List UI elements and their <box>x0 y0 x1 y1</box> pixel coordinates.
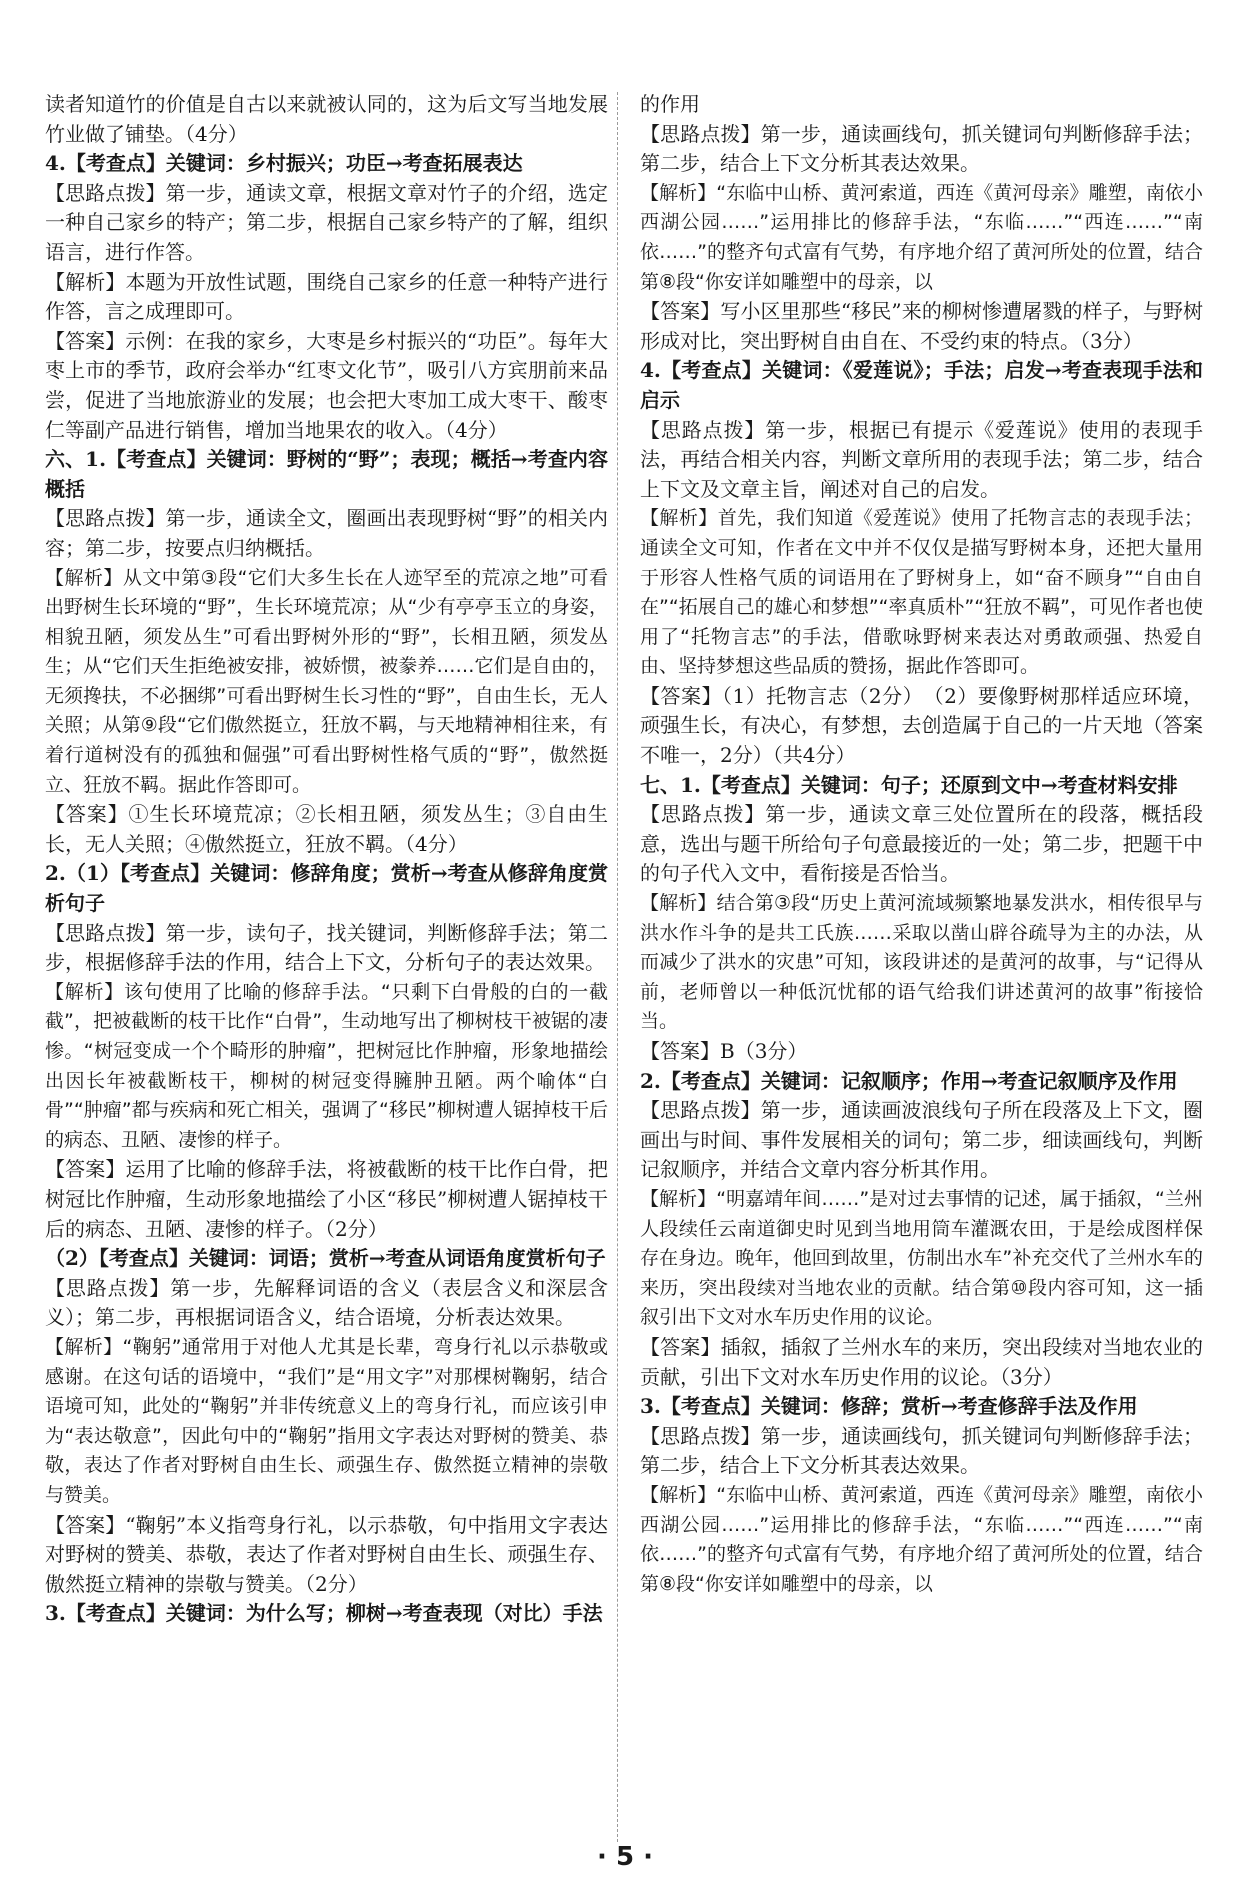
right-column <box>640 90 1203 1599</box>
page-number: · 5 · <box>597 1842 653 1872</box>
question-3-approach: 【思路点拨】第一步，通读画线句，抓关键词句判断修辞手法；第二步，结合上下文分析其表达效果。 <box>640 1423 1203 1478</box>
section-7-question-1-answer: 【答案】B（3分） <box>640 1039 808 1063</box>
question-2-answer: 【答案】插叙，插叙了兰州水车的来历，突出段续对当地农业的贡献，引出下文对水车历史作用的议论。（3分） <box>640 1334 1203 1389</box>
question-3-analysis: 【解析】“东临中山桥、黄河索道，西连《黄河母亲》雕塑，南依小西湖公园……”运用排比的修辞手法，“东临……”“西连……”“南依……”的整齐句式富有气势，有序地介绍了黄河所处的位置，结合第⑧段“你安详如雕塑中的母亲，以 <box>640 181 1203 293</box>
question-2-1-analysis: 【解析】该句使用了比喻的修辞手法。“只剩下白骨般的白的一截截”，把被截断的枝干比作“白骨”，生动地写出了柳树枝干被锯的凄惨。“树冠变成一个个畸形的肿瘤”，把树冠比作肿瘤，形象地描绘出因长年被截断枝干，柳树的树冠变得臃肿丑陋。两个喻体“白骨”“肿瘤”都与疾病和死亡相关，强调了“移民”柳树遭人锯掉枝干后的病态、丑陋、凄惨的样子。 <box>45 980 608 1151</box>
section-7-question-1-analysis: 【解析】结合第③段“历史上黄河流域频繁地暴发洪水，相传很早与洪水作斗争的是共工氏族……采取以凿山辟谷疏导为主的办法，从而减少了洪水的灾患”可知，该段讲述的是黄河的故事，与“记得从前，老师曾以一种低沉忧郁的语气给我们讲述黄河的故事”衔接恰当。 <box>640 892 1203 1033</box>
question-3-key-point: 3.【考查点】关键词：为什么写；柳树→考查表现（对比）手法 <box>45 1601 603 1626</box>
section-6-question-1-answer: 【答案】①生长环境荒凉；②长相丑陋，须发丛生；③自由生长，无人关照；④傲然挺立，狂放不羁。（4分） <box>45 802 608 856</box>
question-4-answer: 【答案】示例：在我的家乡，大枣是乡村振兴的“功臣”。每年大枣上市的季节，政府会举办“红枣文化节”，吸引八方宾朋前来品尝，促进了当地旅游业的发展；也会把大枣加工成大枣干、酸枣仁等副产品进行销售，增加当地果农的收入。（4分） <box>45 328 608 442</box>
question-3-key-point: 3.【考查点】关键词：修辞；赏析→考查修辞手法及作用 <box>640 1394 1138 1419</box>
question-4-analysis: 【解析】首先，我们知道《爱莲说》使用了托物言志的表现手法；通读全文可知，作者在文中并不仅仅是描写野树本身，还把大量用于形容人性格气质的词语用在了野树身上，如“奋不顾身”“自由自在”“拓展自己的雄心和梦想”“率真质朴”“狂放不羁”，可见作者也使用了“托物言志”的手法，借歌咏野树来表达对勇敢顽强、热爱自由、坚持梦想这些品质的赞扬，据此作答即可。 <box>640 507 1203 678</box>
question-3-analysis: 【解析】“东临中山桥、黄河索道，西连《黄河母亲》雕塑，南依小西湖公园……”运用排比的修辞手法，“东临……”“西连……”“南依……”的整齐句式富有气势，有序地介绍了黄河所处的位置，结合第⑧段“你安详如雕塑中的母亲，以 <box>640 1483 1203 1595</box>
question-4-key-point: 4.【考查点】关键词：《爱莲说》；手法；启发→考查表现手法和启示 <box>640 358 1203 412</box>
question-2-approach: 【思路点拨】第一步，通读画波浪线句子所在段落及上下文，圈画出与时间、事件发展相关的词句；第二步，细读画线句，判断记叙顺序，并结合文章内容分析其作用。 <box>640 1098 1203 1182</box>
answer-text: 读者知道竹的价值是自古以来就被认同的，这为后文写当地发展竹业做了铺垫。（4分） <box>45 92 608 146</box>
question-2-1-approach: 【思路点拨】第一步，读句子，找关键词，判断修辞手法；第二步，根据修辞手法的作用，结合上下文，分析句子的表达效果。 <box>45 920 608 975</box>
question-3-approach: 【思路点拨】第一步，通读画线句，抓关键词句判断修辞手法；第二步，结合上下文分析其表达效果。 <box>640 121 1203 176</box>
section-7-question-1-approach: 【思路点拨】第一步，通读文章三处位置所在的段落，概括段意，选出与题干所给句子句意最接近的一处；第二步，把题干中的句子代入文中，看衔接是否恰当。 <box>640 802 1203 886</box>
question-2-1-answer: 【答案】运用了比喻的修辞手法，将被截断的枝干比作白骨，把树冠比作肿瘤，生动形象地描绘了小区“移民”柳树遭人锯掉枝干后的病态、丑陋、凄惨的样子。（2分） <box>45 1157 608 1241</box>
question-2-2-answer: 【答案】“鞠躬”本义指弯身行礼，以示恭敬，句中指用文字表达对野树的赞美、恭敬，表达了作者对野树自由生长、顽强生存、傲然挺立精神的崇敬与赞美。（2分） <box>45 1512 608 1596</box>
section-7-question-1-key-point: 七、1.【考查点】关键词：句子；还原到文中→考查材料安排 <box>640 772 1178 797</box>
question-2-2-approach: 【思路点拨】第一步，先解释词语的含义（表层含义和深层含义）；第二步，再根据词语含义，结合语境，分析表达效果。 <box>45 1275 608 1330</box>
question-4-analysis: 【解析】本题为开放性试题，围绕自己家乡的任意一种特产进行作答，言之成理即可。 <box>45 269 608 324</box>
question-4-approach: 【思路点拨】第一步，通读文章，根据文章对竹子的介绍，选定一种自己家乡的特产；第二步，根据自己家乡特产的了解，组织语言，进行作答。 <box>45 180 608 264</box>
section-6-question-1-key-point: 六、1.【考查点】关键词：野树的“野”；表现；概括→考查内容概括 <box>45 447 608 501</box>
question-2-1-key-point: 2.（1）【考查点】关键词：修辞角度；赏析→考查从修辞角度赏析句子 <box>45 861 608 916</box>
question-2-key-point: 2.【考查点】关键词：记叙顺序；作用→考查记叙顺序及作用 <box>640 1068 1178 1093</box>
continued-text: 的作用 <box>640 92 700 116</box>
section-6-question-1-analysis: 【解析】从文中第③段“它们大多生长在人迹罕至的荒凉之地”可看出野树生长环境的“野”，生长环境荒凉；从“少有亭亭玉立的身姿，相貌丑陋，须发丛生”可看出野树外形的“野”，长相丑陋，须发丛生；从“它们天生拒绝被安排，被娇惯，被豢养……它们是自由的，无须搀扶，不必捆绑”可看出野树生长习性的“野”，自由生长，无人关照；从第⑨段“它们傲然挺立，狂放不羁，与天地精神相往来，有着行道树没有的孤独和倔强”可看出野树性格气质的“野”，傲然挺立、狂放不羁。据此作答即可。 <box>45 566 608 796</box>
section-6-question-1-approach: 【思路点拨】第一步，通读全文，圈画出表现野树“野”的相关内容；第二步，按要点归纳概括。 <box>45 506 608 560</box>
question-2-analysis: 【解析】“明嘉靖年间……”是对过去事情的记述，属于插叙，“兰州人段续任云南道御史时见到当地用筒车灌溉农田，于是绘成图样保存在身边。晚年，他回到故里，仿制出水车”补充交代了兰州水车的来历，突出段续对当地农业的贡献。结合第⑩段内容可知，这一插叙引出下文对水车历史作用的议论。 <box>640 1187 1203 1329</box>
left-column <box>45 90 608 1629</box>
question-4-approach: 【思路点拨】第一步，根据已有提示《爱莲说》使用的表现手法，再结合相关内容，判断文章所用的表现手法；第二步，结合上下文及文章主旨，阐述对自己的启发。 <box>640 417 1203 501</box>
column-divider <box>617 92 618 1842</box>
question-4-key-point: 4.【考查点】关键词：乡村振兴；功臣→考查拓展表达 <box>45 151 523 176</box>
question-2-2-analysis: 【解析】“鞠躬”通常用于对他人尤其是长辈，弯身行礼以示恭敬或感谢。在这句话的语境中，“我们”是“用文字”对那棵树鞠躬，结合语境可知，此处的“鞠躬”并非传统意义上的弯身行礼，而应该引申为“表达敬意”，因此句中的“鞠躬”指用文字表达对野树的赞美、恭敬，表达了作者对野树自由生长、顽强生存、傲然挺立精神的崇敬与赞美。 <box>45 1335 608 1506</box>
question-4-answer: 【答案】（1）托物言志（2分） （2）要像野树那样适应环境，顽强生长，有决心，有梦想，去创造属于自己的一片天地（答案不唯一，2分）（共4分） <box>640 683 1203 768</box>
question-2-2-key-point: （2）【考查点】关键词：词语；赏析→考查从词语角度赏析句子 <box>45 1246 606 1271</box>
question-3-answer: 【答案】写小区里那些“移民”来的柳树惨遭屠戮的样子，与野树形成对比，突出野树自由自在、不受约束的特点。（3分） <box>640 299 1203 353</box>
